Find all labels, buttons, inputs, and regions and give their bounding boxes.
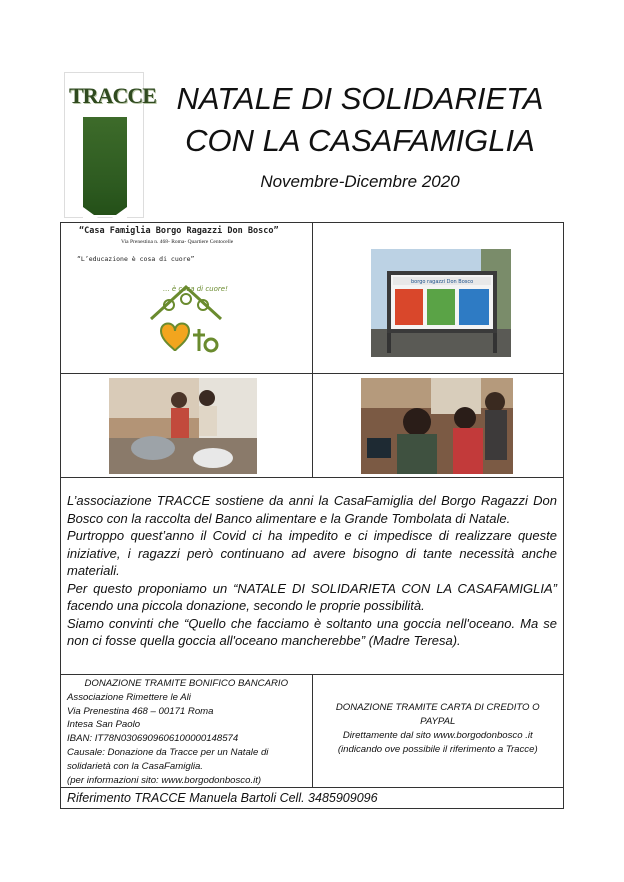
reference-contact: Riferimento TRACCE Manuela Bartoli Cell. 3485909096	[67, 791, 378, 805]
bank-address: Via Prenestina 468 – 00171 Roma	[67, 705, 214, 717]
title-line-2: CON LA CASAFAMIGLIA	[185, 123, 535, 158]
logo-banner	[83, 117, 127, 215]
appeal-paragraph-1: L’associazione TRACCE sostiene da anni la CasaFamiglia del Borgo Ragazzi Don Bosco con la raccolta del Banco alimentare e la Grande Tombolata di Natale.	[67, 493, 557, 526]
billboard-photo-cell	[312, 223, 564, 373]
appeal-paragraph-2: Purtroppo quest’anno il Covid ci ha impedito e ci impedisce di realizzare queste iniziative, i ragazzi però continuano ad avere bisogno di tante necessità anche materiali.	[67, 528, 557, 578]
tracce-logo	[64, 72, 156, 218]
casa-famiglia-name: “Casa Famiglia Borgo Ragazzi Don Bosco”	[79, 226, 279, 236]
bank-association: Associazione Rimettere le Ali	[67, 691, 191, 703]
casa-famiglia-address: Via Prenestina n. 468- Roma- Quartiere Centocelle	[121, 239, 234, 245]
appeal-text	[61, 478, 563, 674]
bank-causale: Causale: Donazione da Tracce per un Natale di solidarietà con la CasaFamiglia.	[67, 746, 269, 772]
kids-photo-cell	[312, 374, 564, 477]
card-paypal-heading: DONAZIONE TRAMITE CARTA DI CREDITO O PAYPAL	[335, 702, 540, 727]
card-paypal-site: Direttamente dal sito www.borgodonbosco .it	[342, 730, 533, 741]
bank-transfer-heading: DONAZIONE TRAMITE BONIFICO BANCARIO	[84, 678, 289, 689]
bank-iban: IBAN: IT78N0306909606100000148574	[67, 733, 239, 745]
logo-wordmark: TRACCE	[69, 83, 156, 108]
billboard-photo	[371, 249, 511, 357]
logo-caption: ... è cosa di cuore!	[163, 285, 228, 293]
bank-info-site: (per informazioni sito: www.borgodonbosco.it)	[67, 774, 262, 786]
kitchen-photo-cell	[61, 374, 312, 477]
house-heart-logo-icon	[141, 279, 231, 359]
appeal-paragraph-3: Per questo proponiamo un “NATALE DI SOLIDARIETA CON LA CASAFAMIGLIA” facendo una piccola donazione, secondo le proprie possibilità.	[67, 580, 557, 613]
flyer-table	[60, 222, 564, 809]
appeal-paragraph-4: Siamo convinti che “Quello che facciamo è soltanto una goccia nell'oceano. Ma se non ci fosse quella goccia all'oceano mancherebbe” (Madre Teresa).	[67, 615, 557, 648]
reference-row	[61, 788, 563, 808]
bank-transfer-box	[61, 675, 312, 787]
card-paypal-box	[312, 675, 564, 787]
page-subtitle: Novembre-Dicembre 2020	[260, 172, 460, 191]
image-row-1	[61, 223, 563, 374]
page-title	[150, 78, 570, 162]
bank-name: Intesa San Paolo	[67, 719, 141, 731]
title-line-1: NATALE DI SOLIDARIETA	[176, 81, 544, 116]
text-row	[61, 478, 563, 675]
donation-row	[61, 675, 563, 788]
casa-famiglia-card	[61, 223, 312, 373]
kids-computer-photo	[361, 378, 513, 474]
image-row-2	[61, 374, 563, 478]
card-paypal-note: (indicando ove possibile il riferimento a Tracce)	[337, 744, 538, 755]
casa-famiglia-motto: “L’educazione è cosa di cuore”	[77, 255, 195, 263]
kitchen-photo	[109, 378, 257, 474]
billboard-sign-title: borgo ragazzi Don Bosco	[410, 279, 473, 285]
